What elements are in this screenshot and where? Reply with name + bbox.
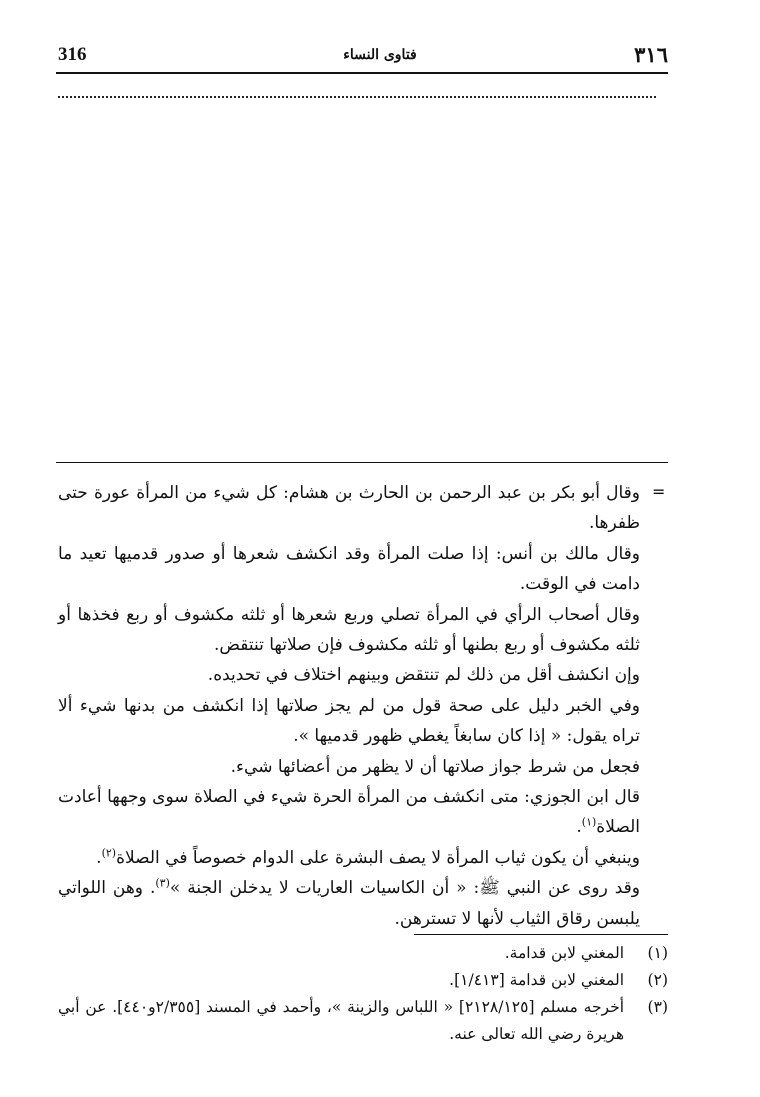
footnote-text: المغني لابن قدامة. [504,944,624,962]
clothes-text: وينبغي أن يكون ثياب المرأة لا يصف البشرة على الدوام خصوصاً في الصلاة [116,847,640,868]
footnote-rule [414,934,668,935]
paragraph-clothing: وينبغي أن يكون ثياب المرأة لا يصف البشرة على الدوام خصوصاً في الصلاة$^{(٢)}$. [96,846,640,868]
paragraph-ashab-al-ray: وقال أصحاب الرأي في المرأة تصلي وربع شعرها أو ثلثه مكشوف أو ربع فخذها أو ثلثه مكشوف أو ربع بطنها أو ثلثه مكشوف فإن صلاتها تنتقض. [58,604,640,656]
footnote-number: (٣) [647,998,668,1016]
footnote-2 [58,967,668,994]
footnotes [58,940,668,1048]
footnote-1 [58,940,668,967]
footnote-number: (١) [647,944,668,962]
footnote-text: أخرجه مسلم [٢١٢٨/١٢٥] « اللباس والزينة »، وأحمد في المسند [٢/٣٥٥و٤٤٠]. عن أبي هريرة رضي الله تعالى عنه. [58,998,624,1043]
paragraph-ibn-al-jawzi: قال ابن الجوزي: متى انكشف من المرأة الحرة شيء في الصلاة سوى وجهها أعادت الصلاة$^{(١)}$. [58,787,640,838]
hadith-tail: . وهن اللواتي يلبسن رقاق الثياب لأنها لا تسترهن. [58,878,640,929]
paragraph-abu-bakr: وقال أبو بكر بن عبد الرحمن بن الحارث بن هشام: كل شيء من المرأة عورة حتى ظفرها. [58,483,640,534]
paragraph-prophet-hadith [58,873,640,934]
footnote-text: المغني لابن قدامة [١/٤١٣]. [449,971,624,989]
header-rule [56,72,668,74]
continuation-mark: = [652,482,666,501]
page-number-arabic: ٣١٦ [634,42,668,67]
paragraph-condition: فجعل من شرط جواز صلاتها أن لا يظهر من أعضائها شيء. [230,756,640,777]
page-number-latin: 316 [58,44,87,65]
footnote-ref-1: (١) [581,815,597,829]
footnote-ref-2: (٢) [101,846,117,860]
dotted-separator [58,96,656,98]
paragraph-hadith-evidence: وفي الخبر دليل على صحة قول من لم يجز صلاتها إذا انكشف من بدنها شيء ألا تراه يقول: « إذا كان سابغاً يغطي ظهور قدميها ». [58,695,640,747]
footnote-3 [58,994,668,1048]
running-title: فتاوى النساء [343,47,417,63]
footnote-number: (٢) [647,971,668,989]
paragraph-malik: وقال مالك بن أنس: إذا صلت المرأة وقد انكشف شعرها أو صدور قدميها تعيد ما دامت في الوقت. [58,543,640,595]
footnote-ref-3: (٣) [155,876,170,890]
jawzi-text: قال ابن الجوزي: متى انكشف من المرأة الحرة شيء في الصلاة سوى وجهها أعادت الصلاة [58,787,640,838]
hadith-intro: وقد روى عن النبي ﷺ: « أن الكاسيات العاريات لا يدخلن الجنة » [169,878,640,899]
body-rule [56,462,668,463]
body-text [58,478,640,934]
paragraph-less-exposure: وإن انكشف أقل من ذلك لم تنتقض وبينهم اختلاف في تحديده. [207,665,640,686]
